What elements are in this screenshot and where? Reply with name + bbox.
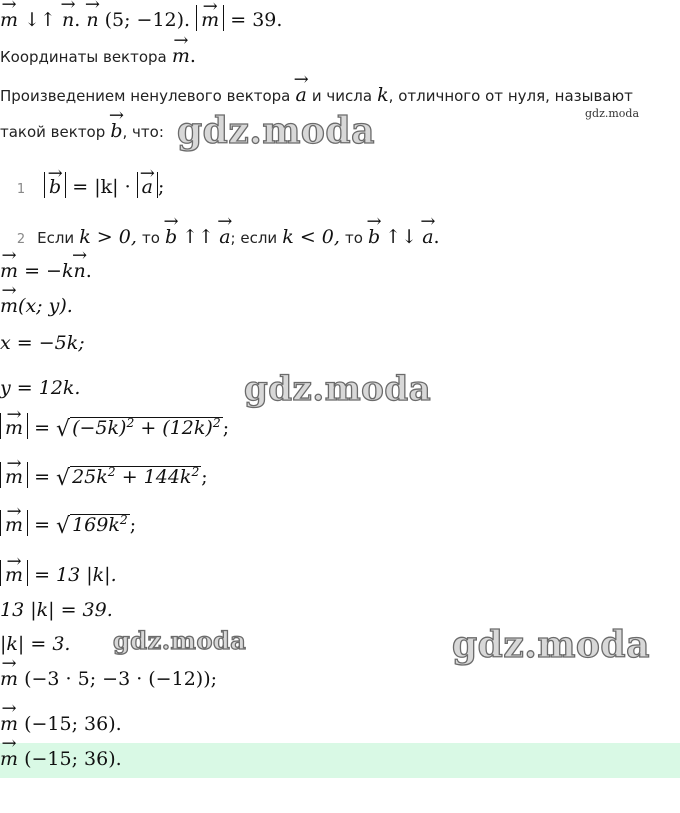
opposite: ↑↓: [385, 226, 418, 248]
coordinates: (−3 · 5; −3 · (−12));: [24, 668, 218, 690]
abs-vector-m: [0, 510, 28, 536]
vector-m: → m: [0, 713, 18, 735]
line-13: 13 |k| = 39.: [0, 599, 113, 621]
answer-line: [0, 748, 122, 770]
vector-n: → n: [62, 9, 74, 31]
abs-vector-m: [196, 5, 224, 31]
semicolon: ;: [158, 176, 165, 198]
direction-opposite: ↓↑: [24, 9, 56, 31]
abs-vector-m: [0, 560, 28, 586]
vector-m: → m: [5, 566, 23, 586]
vector-a: → a: [219, 226, 230, 248]
vector-n: → n: [73, 260, 85, 282]
semicolon: ;: [129, 514, 137, 536]
coordinates: (5; −12).: [104, 9, 191, 31]
list-number: 1: [16, 182, 26, 197]
line-3: [0, 84, 633, 106]
vector-m: → m: [0, 9, 18, 31]
line-2: [0, 45, 196, 67]
vector-n: → n: [86, 9, 98, 31]
watermark: gdz.moda: [177, 110, 375, 152]
exponent: 2: [212, 416, 221, 431]
sqrt-sign: √: [56, 417, 71, 442]
line-1: [0, 5, 282, 31]
vector-a: → a: [295, 84, 306, 106]
vector-m: → m: [201, 11, 219, 31]
text: , что:: [122, 123, 164, 141]
list-item-1: [0, 172, 164, 198]
term: 25k: [72, 466, 108, 488]
term: 169k: [72, 514, 120, 536]
term: (−5k): [72, 417, 127, 439]
line-9: [0, 413, 229, 442]
var-k: k: [377, 84, 389, 106]
line-14: |k| = 3.: [0, 633, 71, 655]
radicand: [70, 466, 201, 488]
vector-m: → m: [0, 295, 18, 317]
line-7: x = −5k;: [0, 332, 85, 354]
vector-b: → b: [165, 226, 177, 248]
vector-b: → b: [368, 226, 380, 248]
line-11: [0, 510, 136, 539]
vector-b: → b: [49, 178, 61, 198]
radicand: [70, 417, 223, 439]
equals: =: [34, 466, 50, 488]
vector-m: → m: [0, 748, 18, 770]
semicolon: ;: [222, 417, 230, 439]
vector-m: → m: [5, 468, 23, 488]
dot: .: [85, 260, 92, 282]
equals: =: [34, 417, 50, 439]
text: то: [345, 229, 363, 247]
vector-m: → m: [0, 260, 18, 282]
abs-vector-a: [137, 172, 158, 198]
text: такой вектор: [0, 123, 106, 141]
text: Координаты вектора: [0, 48, 167, 66]
coordinates: (−15; 36).: [24, 713, 122, 735]
term: + (12k): [140, 417, 213, 439]
vector-m: → m: [0, 668, 18, 690]
vector-a: → a: [422, 226, 433, 248]
text: Если: [37, 229, 75, 247]
line-8: y = 12k.: [0, 377, 81, 399]
vector-b: → b: [110, 120, 122, 142]
line-6: [0, 295, 73, 317]
exponent: 2: [107, 465, 116, 480]
expr: = −k: [24, 260, 74, 282]
vector-m: → m: [5, 419, 23, 439]
vector-m: → m: [172, 45, 190, 67]
text: Произведением ненулевого вектора: [0, 87, 291, 105]
expr: = |k| ·: [72, 176, 131, 198]
watermark-small: gdz.moda: [585, 107, 640, 120]
radicand: [70, 514, 130, 536]
list-number: 2: [16, 232, 26, 247]
sqrt-sign: √: [56, 466, 71, 491]
text: ; если: [230, 229, 278, 247]
expr: = 13 |k|.: [34, 564, 117, 586]
abs-vector-m: [0, 462, 28, 488]
list-item-2: [0, 226, 440, 248]
answer-coordinates: (−15; 36).: [24, 748, 122, 770]
sqrt-sign: √: [56, 514, 71, 539]
text: и числа: [311, 87, 373, 105]
dot: .: [189, 45, 196, 67]
watermark: gdz.moda: [113, 626, 247, 655]
line-10: [0, 462, 208, 491]
text: , отличного от нуля, называют: [388, 87, 633, 105]
line-16: [0, 713, 122, 735]
abs-vector-m: [0, 413, 28, 439]
line-5: [0, 260, 92, 282]
exponent: 2: [119, 513, 128, 528]
abs-vector-b: [44, 172, 66, 198]
dot: .: [433, 226, 440, 248]
line-4: [0, 120, 164, 142]
equals: = 39.: [230, 9, 283, 31]
vector-a: → a: [142, 178, 153, 198]
equals: =: [34, 514, 50, 536]
vector-m: → m: [5, 516, 23, 536]
expr: k < 0,: [282, 226, 340, 248]
semicolon: ;: [201, 466, 208, 488]
watermark: gdz.moda: [452, 624, 650, 666]
dot: .: [74, 9, 81, 31]
term: + 144k: [121, 466, 192, 488]
line-15: [0, 668, 217, 690]
expr: k > 0,: [79, 226, 137, 248]
line-12: [0, 560, 117, 586]
exponent: 2: [191, 465, 200, 480]
coordinates: (x; y).: [18, 295, 73, 317]
text: то: [141, 229, 160, 247]
codirected: ↑↑: [182, 226, 215, 248]
exponent: 2: [126, 416, 135, 431]
watermark: gdz.moda: [244, 369, 432, 409]
